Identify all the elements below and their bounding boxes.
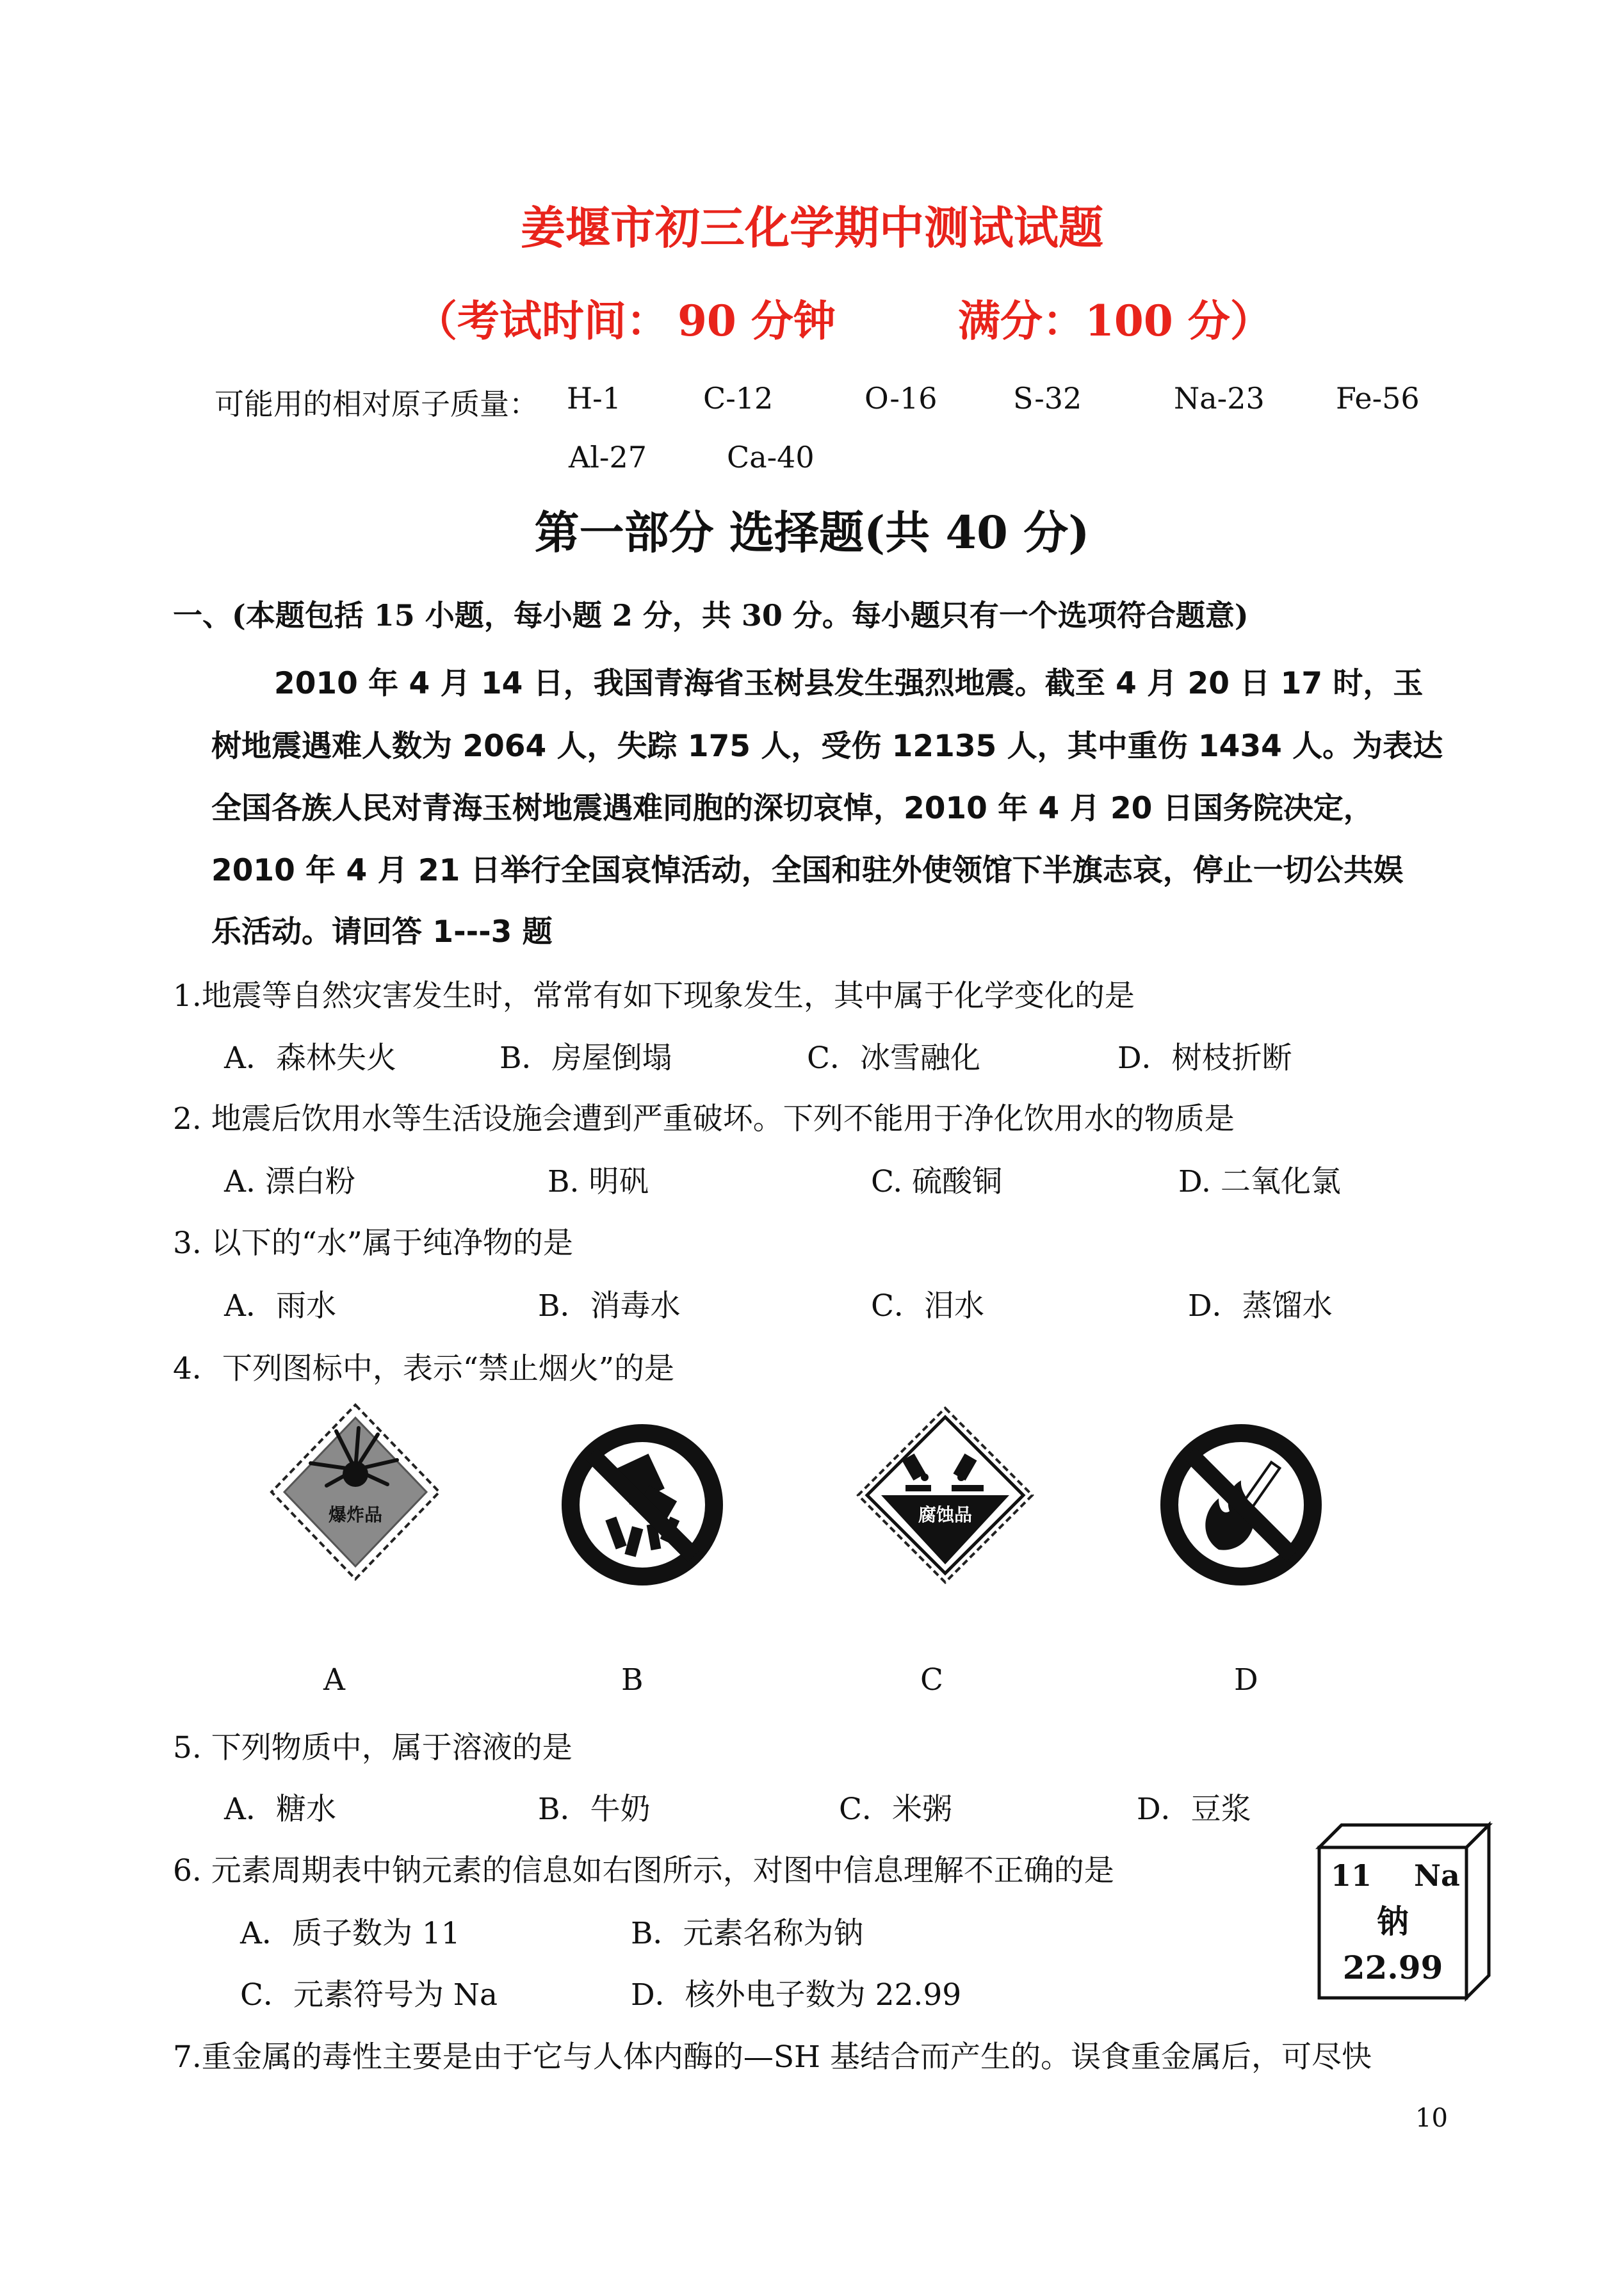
- option: A．森林失火: [224, 1041, 396, 1076]
- option: C. 硫酸铜: [871, 1164, 1003, 1199]
- option: B. 明矾: [548, 1164, 649, 1199]
- passage-line: 乐活动。请回答 1---3 题: [211, 914, 553, 950]
- passage-line: 全国各族人民对青海玉树地震遇难同胞的深切哀悼，2010 年 4 月 20 日国务院决定，: [211, 791, 1374, 826]
- atomic-mass-item: Na-23: [1174, 381, 1265, 416]
- question-stem: 7.重金属的毒性主要是由于它与人体内酶的—SH 基结合而产生的。误食重金属后，可尽快: [173, 2040, 1372, 2075]
- option: D．豆浆: [1137, 1792, 1251, 1827]
- option: A．质子数为 11: [240, 1916, 460, 1951]
- sodium-element-card: [1313, 1819, 1498, 2004]
- sign-label-c: C: [920, 1662, 943, 1698]
- question-stem: 2. 地震后饮用水等生活设施会遭到严重破坏。下列不能用于净化饮用水的物质是: [173, 1101, 1235, 1137]
- atomic-mass-item: C-12: [703, 381, 774, 416]
- part-title: 第一部分 选择题(共 40 分): [534, 506, 1090, 559]
- exam-time-value: 90 分钟: [678, 296, 836, 346]
- passage-line: 2010 年 4 月 14 日，我国青海省玉树县发生强烈地震。截至 4 月 20 日 17 时，玉: [274, 666, 1424, 701]
- exam-title: 姜堰市初三化学期中测试试题: [521, 201, 1103, 254]
- element-symbol: Na: [1414, 1858, 1460, 1893]
- no-fire-sign-icon: [1158, 1422, 1324, 1588]
- option: C．冰雪融化: [807, 1041, 980, 1076]
- option: D．核外电子数为 22.99: [631, 1977, 962, 2013]
- exam-full-score: 满分：100 分）: [958, 296, 1272, 346]
- page-number: 10: [1415, 2104, 1448, 2133]
- option: A. 漂白粉: [224, 1164, 355, 1199]
- sign-label-d: D: [1234, 1662, 1258, 1698]
- element-name: 钠: [1377, 1902, 1409, 1940]
- corrosive-sign-icon: [856, 1406, 1035, 1585]
- question-stem: 5. 下列物质中，属于溶液的是: [173, 1730, 572, 1765]
- atomic-mass-item: Fe-56: [1336, 381, 1420, 416]
- atomic-mass-item: H-1: [567, 381, 621, 416]
- section-heading: 一、(本题包括 15 小题，每小题 2 分，共 30 分。每小题只有一个选项符合题意): [173, 598, 1249, 633]
- option: B．牛奶: [538, 1792, 651, 1827]
- question-stem: 1.地震等自然灾害发生时，常常有如下现象发生，其中属于化学变化的是: [173, 978, 1135, 1014]
- passage-line: 2010 年 4 月 21 日举行全国哀悼活动，全国和驻外使领馆下半旗志哀，停止一切公共娱: [211, 853, 1404, 888]
- sign-label-a: A: [323, 1662, 345, 1698]
- atomic-mass-item: S-32: [1013, 381, 1082, 416]
- prohibition-sign-icon: [559, 1422, 726, 1588]
- option: C．泪水: [871, 1288, 984, 1324]
- option: C．米粥: [839, 1792, 952, 1827]
- element-number: 11: [1331, 1858, 1372, 1893]
- question-stem: 4．下列图标中，表示“禁止烟火”的是: [173, 1351, 674, 1386]
- passage-line: 树地震遇难人数为 2064 人，失踪 175 人，受伤 12135 人，其中重伤 1434 人。为表达: [211, 729, 1443, 764]
- atomic-mass-item: O-16: [865, 381, 938, 416]
- question-stem: 6. 元素周期表中钠元素的信息如右图所示，对图中信息理解不正确的是: [173, 1853, 1114, 1888]
- option: D. 二氧化氯: [1178, 1164, 1341, 1199]
- option: A．雨水: [224, 1288, 336, 1324]
- corrosive-sign-label: 腐蚀品: [918, 1504, 973, 1525]
- sign-label-b: B: [621, 1662, 644, 1698]
- option: A．糖水: [224, 1792, 336, 1827]
- explosive-sign-icon: [269, 1402, 442, 1582]
- option: B．房屋倒塌: [499, 1041, 672, 1076]
- atomic-mass-item: Ca-40: [727, 440, 815, 474]
- option: C．元素符号为 Na: [240, 1977, 498, 2013]
- option: B．元素名称为钠: [631, 1916, 864, 1951]
- question-stem: 3. 以下的“水”属于纯净物的是: [173, 1226, 573, 1261]
- option: D．蒸馏水: [1188, 1288, 1333, 1324]
- element-mass: 22.99: [1342, 1949, 1443, 1986]
- atomic-mass-item: Al-27: [569, 440, 647, 474]
- option: B．消毒水: [538, 1288, 681, 1324]
- atomic-mass-label: 可能用的相对原子质量：: [215, 387, 539, 421]
- exam-time-label: （考试时间：: [415, 296, 669, 346]
- explosive-sign-label: 爆炸品: [328, 1504, 383, 1525]
- option: D．树枝折断: [1117, 1041, 1292, 1076]
